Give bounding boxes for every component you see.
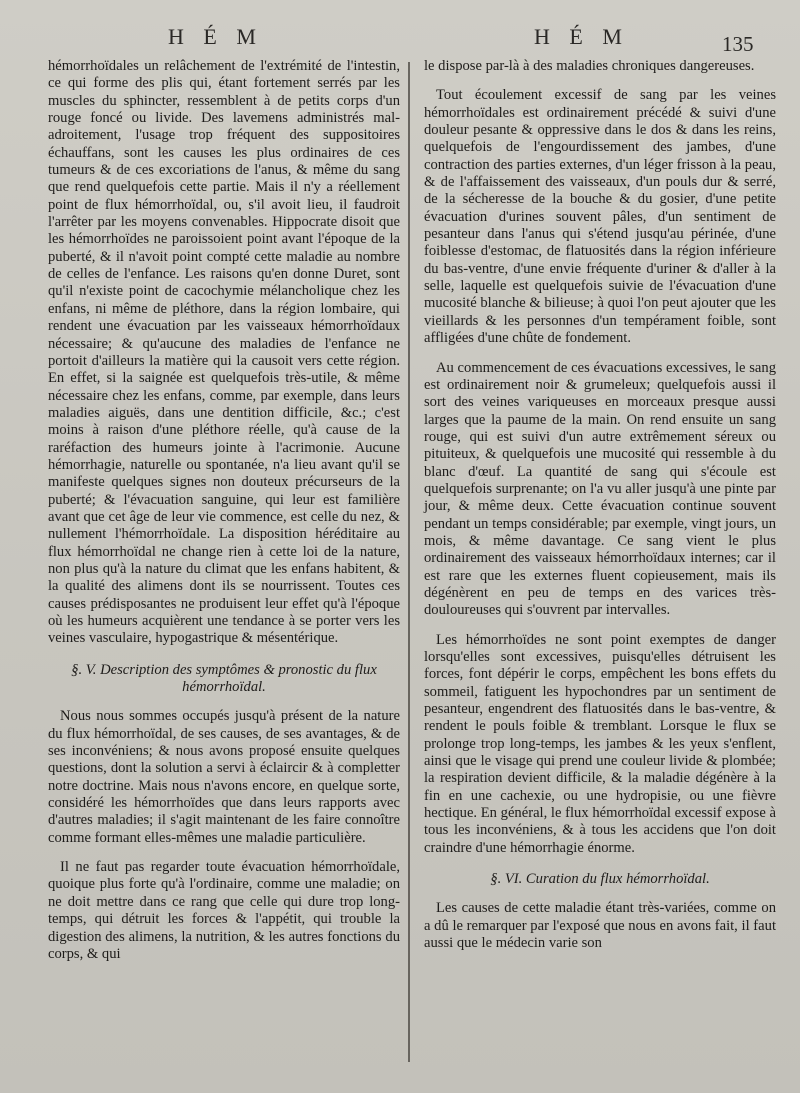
right-paragraph-3: Au commencement de ces évacuations excessives, le sang est ordinairement noir & grumeleux; quelquefois aussi il sort des veines variqueuses en morceaux presque aussi larges que la paume de la main. On rend ensuite un sang rouge, qui est suivi d'un autre extrêmement séreux ou pituiteux, & quelquefois une mucosité qui ressemble à du blanc d'œuf. La quantité de sang qui s'écoule est quelquefois surprenante; on l'a vu aller jusqu'à une pinte par jour, & même deux. Cette évacuation continue souvent pendant un temps considérable; par exemple, vingt jours, un mois, & même davantage. Ce sang vient le plus ordinairement des vaisseaux hémorrhoïdaux internes; car il est rare que les externes fluent copieusement, mais ils dégénèrent en peu de temps en des varices très-douloureuses qui s'ouvrent par intervalles.	[424, 359, 776, 619]
section-5-heading: §. V. Description des symptômes & pronostic du flux hémorrhoïdal.	[71, 661, 377, 696]
left-paragraph-1: hémorrhoïdales un relâchement de l'extrémité de l'intestin, ce qui forme des plis qui, étant fortement serrés par les muscles du sphincter, ressemblent à de petits corps d'un rouge foncé ou livide. Des lavemens administrés mal-adroitement, l'usage trop fréquent des suppositoires échauffans, sont les causes les plus ordinaires de ces tumeurs & de ces excoriations de l'anus, & même du sang que rend quelquefois cette partie. Mais il n'y a réellement point de flux hémorrhoïdal, ou, s'il avoit lieu, il faudroit l'arrêter par les moyens convenables. Hippocrate disoit que les hémorrhoïdes ne paroissoient point avant l'époque de la puberté, & il n'avoit point compté cette maladie au nombre de celles de l'enfance. Les raisons qu'en donne Duret, sont qu'il n'existe point de cacochymie mélancholique chez les enfans, ni même de pléthore, dans la région lombaire, qui rendent une évacuation par les vaisseaux hémorrhoïdaux nécessaire; & qu'aucune des maladies de l'enfance ne portoit d'ailleurs la matière qui la causoit vers cette région. En effet, si la saignée est quelquefois très-utile, & même nécessaire chez les enfans, comme, par exemple, dans leurs maladies aiguës, dans une dentition difficile, &c.; c'est moins à raison d'une pléthore réelle, qu'à cause de la raréfaction des humeurs jointe à l'acrimonie. Aucune hémorrhagie, naturelle ou spontanée, n'a lieu avant qu'il se manifeste quelques signes non douteux précurseurs de la puberté; & l'évacuation sanguine, qui leur est familière avant que cet âge de leur vie commence, est celle du nez, & nullement l'hémorrhoïdale. La disposition héréditaire au flux hémorrhoïdal ne change rien à cette loi de la nature, non plus qu'à la nature du climat que les enfans habitent, & la qualité des alimens dont ils se nourrissent. Toutes ces causes prédisposantes ne produisent leur effet qu'à l'époque où les humeurs acquièrent une tendance à se porter vers les veines vasculaire, hypogastrique & mésentérique.	[48, 58, 400, 647]
right-paragraph-4: Les hémorrhoïdes ne sont point exemptes de danger lorsqu'elles sont excessives, puisqu'elles détruisent les forces, font dépérir le corps, empêchent les bons effets du sommeil, fatiguent les hypochondres par un sentiment de pesanteur, engendrent des flatuosités dans le bas-ventre, & rendent le pouls foible & tremblant. Lorsque le flux se prolonge trop long-temps, les jambes & les yeux s'enflent, ainsi que le visage qui prend une couleur livide & plombée; la respiration devient difficile, & la maladie dégénère à la fin en une cachexie, ou une hydropisie, ou une fièvre hectique. En général, le flux hémorrhoïdal excessif expose à tous les inconvéniens, & à tous les accidens que l'on doit craindre d'une hémorrhagie énorme.	[424, 631, 776, 856]
left-paragraph-2: Nous nous sommes occupés jusqu'à présent de la nature du flux hémorrhoïdal, de ses causes, de ses avantages, & de ses inconvéniens; & nous avons proposé ensuite quelques questions, dont la solution a servi à éclaircir & à completter notre doctrine. Mais nous n'avons encore, en quelque sorte, considéré les hémorrhoïdes que dans leurs rapports avec d'autres maladies; il s'agit maintenant de les faire connoître comme formant elles-mêmes une maladie particulière.	[48, 708, 400, 846]
page-number: 135	[722, 32, 754, 56]
left-running-head: H É M	[168, 24, 263, 49]
right-paragraph-2: Tout écoulement excessif de sang par les veines hémorrhoïdales est ordinairement précédé & suivi d'une douleur pesante & oppressive dans le dos & dans les reins, quelquefois de l'engourdissement des jambes, d'une contraction des parties externes, d'un léger frisson à la peau, & de l'affaissement des vaisseaux, d'un pouls dur & serré, de la sécheresse de la bouche & du gosier, d'une petite évacuation d'urines souvent pâles, d'un sentiment de pesanteur dans l'anus qui s'étend jusqu'au périnée, d'une foiblesse d'estomac, de flatuosités dans la région inférieure du bas-ventre, d'une envie fréquente d'uriner & d'aller à la selle, laquelle est quelquefois suivie de l'évacuation d'une mucosité blanche & bilieuse; à quoi l'on peut ajouter que les vieillards & les personnes d'un tempérament foible, sont affligées d'une chûte de fondement.	[424, 87, 776, 347]
left-paragraph-3: Il ne faut pas regarder toute évacuation hémorrhoïdale, quoique plus forte qu'à l'ordinaire, comme une maladie; on ne doit mettre dans ce rang que celle qui dure trop long-temps, qui détruit les forces & l'appétit, qui trouble la digestion des alimens, la nutrition, & les autres fonctions du corps, & qui	[48, 859, 400, 962]
right-column	[424, 58, 776, 953]
right-paragraph-1: le dispose par-là à des maladies chroniques dangereuses.	[424, 58, 755, 74]
right-running-head: H É M	[534, 24, 629, 49]
right-paragraph-5: Les causes de cette maladie étant très-variées, comme on a dû le remarquer par l'exposé que nous en avons fait, il faut aussi que le médecin varie son	[424, 900, 776, 952]
section-6-heading: §. VI. Curation du flux hémorrhoïdal.	[490, 871, 710, 888]
column-divider	[408, 62, 410, 1062]
left-column	[48, 58, 400, 963]
